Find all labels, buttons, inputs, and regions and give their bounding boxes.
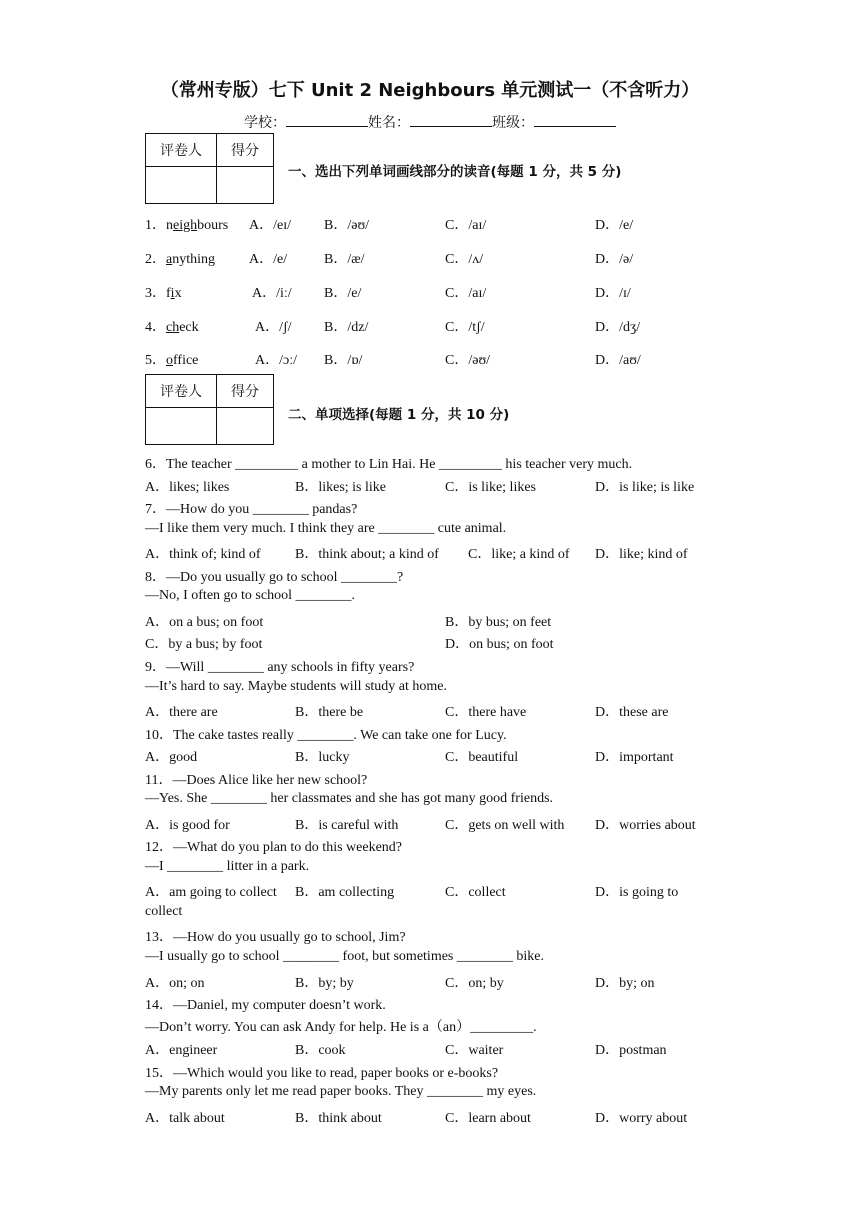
option-a[interactable]: A．/eɪ/ <box>249 218 291 233</box>
grader-header: 评卷人 <box>146 375 217 408</box>
grader-cell[interactable] <box>146 408 217 445</box>
word-prefix: n <box>166 218 173 233</box>
q12-option-c[interactable]: C．collect <box>445 885 506 900</box>
q11-option-a[interactable]: A．is good for <box>145 818 230 833</box>
q9-option-a[interactable]: A．there are <box>145 705 218 720</box>
underlined-letters: a <box>166 252 173 267</box>
underlined-letters: ch <box>166 320 180 335</box>
underlined-letters: i <box>170 286 175 301</box>
score-table-2 <box>145 374 274 445</box>
option-c[interactable]: C．/ʌ/ <box>445 252 484 267</box>
grader-header: 评卷人 <box>146 134 217 167</box>
word <box>145 349 198 369</box>
question-6: 6．The teacher _________ a mother to Lin Hai. He _________ his teacher very much. <box>145 457 633 472</box>
question-12: 12．—What do you plan to do this weekend? <box>145 840 403 855</box>
q7-option-a[interactable]: A．think of; kind of <box>145 547 261 562</box>
q15-option-d[interactable]: D．worry about <box>595 1111 688 1126</box>
q12-option-a[interactable]: A．am going to collect <box>145 885 277 900</box>
q8-option-b[interactable]: B．by bus; on feet <box>445 615 552 630</box>
question-9-response: —It’s hard to say. Maybe students will study at home. <box>145 679 447 694</box>
question-10: 10．The cake tastes really ________. We can take one for Lucy. <box>145 728 507 743</box>
option-d[interactable]: D．/ə/ <box>595 252 634 267</box>
underlined-letters: o <box>166 353 173 368</box>
grader-cell[interactable] <box>146 167 217 204</box>
q15-option-b[interactable]: B．think about <box>295 1111 382 1126</box>
word-suffix: nything <box>172 252 215 267</box>
q9-option-b[interactable]: B．there be <box>295 705 364 720</box>
item-number: 4． <box>145 320 166 335</box>
option-a[interactable]: A．/ɔː/ <box>255 353 297 368</box>
q11-option-d[interactable]: D．worries about <box>595 818 696 833</box>
name-blank[interactable] <box>410 114 492 127</box>
q14-option-c[interactable]: C．waiter <box>445 1043 504 1058</box>
question-8: 8．—Do you usually go to school ________? <box>145 570 404 585</box>
underlined-letters: eigh <box>173 218 198 233</box>
q6-option-d[interactable]: D．is like; is like <box>595 480 695 495</box>
q11-option-c[interactable]: C．gets on well with <box>445 818 565 833</box>
question-14: 14．—Daniel, my computer doesn’t work. <box>145 998 386 1013</box>
question-13-response: —I usually go to school ________ foot, but sometimes ________ bike. <box>145 949 544 964</box>
q13-option-b[interactable]: B．by; by <box>295 976 354 991</box>
q8-option-a[interactable]: A．on a bus; on foot <box>145 615 264 630</box>
question-7-response: —I like them very much. I think they are ________ cute animal. <box>145 521 507 536</box>
question-15: 15．—Which would you like to read, paper books or e-books? <box>145 1066 499 1081</box>
question-11-response: —Yes. She ________ her classmates and she has got many good friends. <box>145 791 554 806</box>
option-d[interactable]: D．/ɪ/ <box>595 286 631 301</box>
question-11: 11．—Does Alice like her new school? <box>145 773 368 788</box>
score-table-1 <box>145 133 274 204</box>
option-c[interactable]: C．/əʊ/ <box>445 353 491 368</box>
question-9: 9．—Will ________ any schools in fifty years? <box>145 660 415 675</box>
score-header: 得分 <box>217 375 274 408</box>
student-info-line <box>0 112 860 132</box>
page-title: （常州专版）七下 Unit 2 Neighbours 单元测试一（不含听力） <box>160 80 700 101</box>
option-b[interactable]: B．/dz/ <box>324 320 369 335</box>
q12-option-d[interactable]: D．is going to <box>595 885 679 900</box>
q10-option-b[interactable]: B．lucky <box>295 750 350 765</box>
option-b[interactable]: B．/æ/ <box>324 252 365 267</box>
q7-option-b[interactable]: B．think about; a kind of <box>295 547 439 562</box>
q6-option-c[interactable]: C．is like; likes <box>445 480 536 495</box>
q11-option-b[interactable]: B．is careful with <box>295 818 399 833</box>
q12-option-d-wrap: collect <box>145 904 183 919</box>
q14-option-b[interactable]: B．cook <box>295 1043 346 1058</box>
option-b[interactable]: B．/ɒ/ <box>324 353 363 368</box>
q13-option-d[interactable]: D．by; on <box>595 976 655 991</box>
q10-option-c[interactable]: C．beautiful <box>445 750 519 765</box>
q9-option-d[interactable]: D．these are <box>595 705 669 720</box>
q10-option-d[interactable]: D．important <box>595 750 674 765</box>
q14-option-a[interactable]: A．engineer <box>145 1043 218 1058</box>
option-c[interactable]: C．/aɪ/ <box>445 286 487 301</box>
score-cell[interactable] <box>217 408 274 445</box>
word-prefix: f <box>166 286 171 301</box>
q15-option-a[interactable]: A．talk about <box>145 1111 225 1126</box>
word-suffix: x <box>174 286 182 301</box>
q8-option-c[interactable]: C．by a bus; by foot <box>145 637 263 652</box>
question-7: 7．—How do you ________ pandas? <box>145 502 358 517</box>
option-d[interactable]: D．/aʊ/ <box>595 353 641 368</box>
q13-option-c[interactable]: C．on; by <box>445 976 504 991</box>
school-label: 学校： <box>244 116 286 131</box>
word-suffix: ffice <box>173 353 199 368</box>
question-14-response: —Don’t worry. You can ask Andy for help. He is a（an）_________. <box>145 1020 537 1035</box>
question-15-response: —My parents only let me read paper books. They ________ my eyes. <box>145 1084 537 1099</box>
score-header: 得分 <box>217 134 274 167</box>
q13-option-a[interactable]: A．on; on <box>145 976 205 991</box>
question-13: 13．—How do you usually go to school, Jim? <box>145 930 406 945</box>
q10-option-a[interactable]: A．good <box>145 750 198 765</box>
question-12-response: —I ________ litter in a park. <box>145 859 310 874</box>
word <box>145 316 199 336</box>
q6-option-a[interactable]: A．likes; likes <box>145 480 230 495</box>
option-a[interactable]: A．/ʃ/ <box>255 320 292 335</box>
option-d[interactable]: D．/dʒ/ <box>595 320 641 335</box>
option-b[interactable]: B．/e/ <box>324 286 362 301</box>
option-a[interactable]: A．/e/ <box>249 252 288 267</box>
q9-option-c[interactable]: C．there have <box>445 705 527 720</box>
question-8-response: —No, I often go to school ________. <box>145 588 355 603</box>
option-c[interactable]: C．/aɪ/ <box>445 218 487 233</box>
q7-option-c[interactable]: C．like; a kind of <box>468 547 570 562</box>
word <box>145 282 182 302</box>
item-number: 3． <box>145 286 166 301</box>
item-number: 1． <box>145 218 166 233</box>
item-number: 2． <box>145 252 166 267</box>
section-1-heading: 一、选出下列单词画线部分的读音(每题 1 分，共 5 分) <box>288 164 622 180</box>
option-c[interactable]: C．/tʃ/ <box>445 320 485 335</box>
option-d[interactable]: D．/e/ <box>595 218 634 233</box>
option-b[interactable]: B．/əʊ/ <box>324 218 370 233</box>
q12-option-b[interactable]: B．am collecting <box>295 885 395 900</box>
q15-option-c[interactable]: C．learn about <box>445 1111 531 1126</box>
word-suffix: bours <box>197 218 229 233</box>
score-cell[interactable] <box>217 167 274 204</box>
word <box>145 248 215 268</box>
q6-option-b[interactable]: B．likes; is like <box>295 480 386 495</box>
word-suffix: eck <box>179 320 199 335</box>
q7-option-d[interactable]: D．like; kind of <box>595 547 688 562</box>
name-label: 姓名： <box>368 116 410 131</box>
item-number: 5． <box>145 353 166 368</box>
q14-option-d[interactable]: D．postman <box>595 1043 667 1058</box>
class-label: 班级： <box>492 116 534 131</box>
class-blank[interactable] <box>534 114 616 127</box>
q8-option-d[interactable]: D．on bus; on foot <box>445 637 554 652</box>
school-blank[interactable] <box>286 114 368 127</box>
section-2-heading: 二、单项选择(每题 1 分，共 10 分) <box>288 407 510 423</box>
word <box>145 214 228 234</box>
option-a[interactable]: A．/iː/ <box>252 286 292 301</box>
